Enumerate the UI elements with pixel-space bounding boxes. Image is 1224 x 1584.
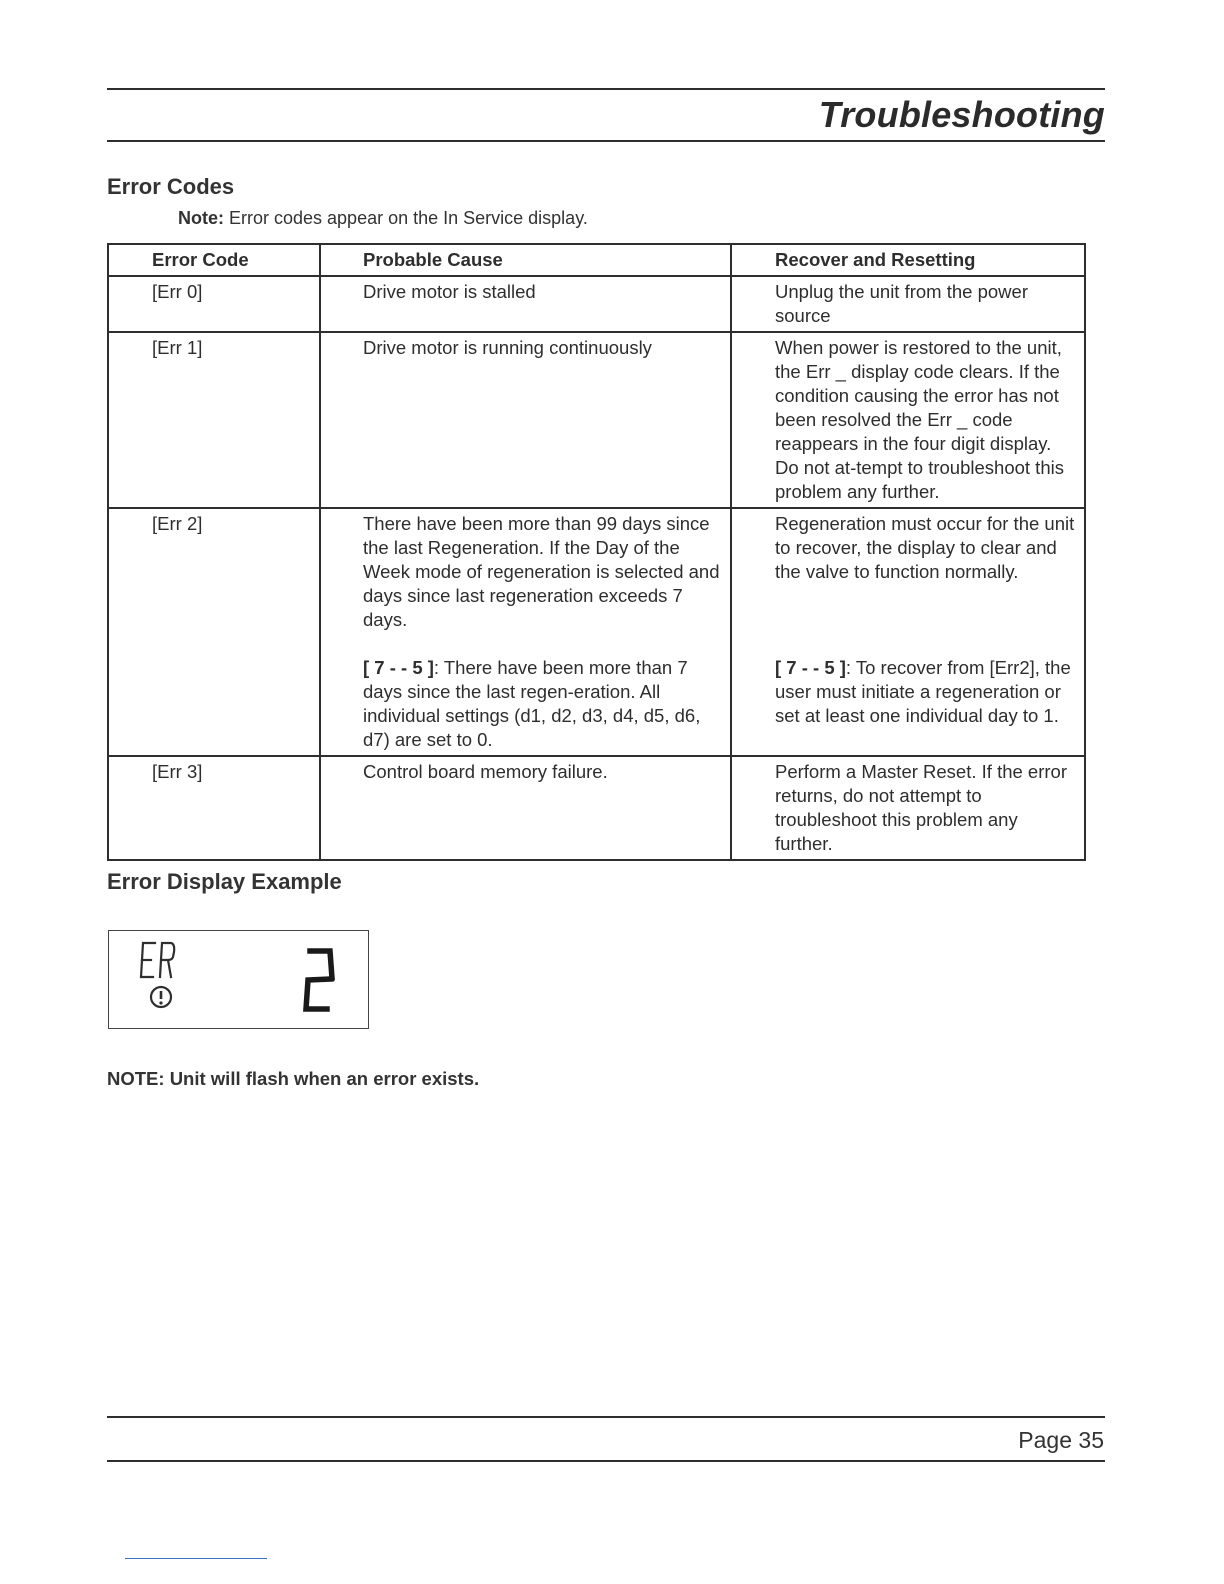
table-row: [108, 276, 1085, 332]
footer-rule-bottom: [107, 1460, 1105, 1462]
probable-cause-model-note: [363, 656, 722, 752]
probable-cause-cell: [320, 508, 731, 756]
error-code-cell: [Err 0]: [108, 276, 320, 332]
probable-cause-cell: Drive motor is stalled: [320, 276, 731, 332]
recover-cell: Perform a Master Reset. If the error returns, do not attempt to troubleshoot this problem any further.: [731, 756, 1085, 860]
table-row: [108, 756, 1085, 860]
link-underline: [125, 1558, 267, 1559]
lcd-display-example: [108, 930, 369, 1029]
note-text: Error codes appear on the In Service display.: [224, 208, 588, 228]
model-note-text: : There have been more than 7 days since the last regen-eration. All individual settings (d1, d2, d3, d4, d5, d6, d7) are set to 0.: [363, 657, 701, 750]
error-codes-table: [107, 243, 1086, 861]
header-rule-bottom: [107, 140, 1105, 142]
model-note-text: : To recover from [Err2], the user must initiate a regeneration or set at least one individual day to 1.: [775, 657, 1071, 726]
page-title: Troubleshooting: [818, 94, 1105, 135]
recover-cell: [731, 508, 1085, 756]
alert-circle-icon: [151, 987, 171, 1007]
lcd-text-value: [368, 931, 369, 932]
footer-rule-top: [107, 1416, 1105, 1418]
probable-cause-cell: Control board memory failure.: [320, 756, 731, 860]
error-codes-heading: Error Codes: [107, 174, 235, 199]
column-header-error-code: Error Code: [108, 244, 320, 276]
lcd-digit-2: [306, 951, 332, 1009]
lcd-segment-graphic: [109, 931, 368, 1028]
model-tag: [ 7 - - 5 ]: [775, 657, 846, 678]
error-display-example-heading: Error Display Example: [107, 869, 342, 894]
error-code-cell: [Err 1]: [108, 332, 320, 508]
table-header-row: [108, 244, 1085, 276]
error-code-cell: [Err 2]: [108, 508, 320, 756]
probable-cause-text: There have been more than 99 days since the last Regeneration. If the Day of the Week mode of regeneration is selected and days since last regeneration exceeds 7 days.: [363, 513, 720, 630]
table-row: [108, 332, 1085, 508]
lcd-digit-value: [368, 931, 369, 932]
table-row: [108, 508, 1085, 756]
error-codes-note: [178, 208, 588, 229]
model-tag: [ 7 - - 5 ]: [363, 657, 434, 678]
flash-note: NOTE: Unit will flash when an error exists.: [107, 1068, 480, 1089]
recover-cell: Unplug the unit from the power source: [731, 276, 1085, 332]
page-number: Page 35: [1018, 1427, 1104, 1453]
error-code-cell: [Err 3]: [108, 756, 320, 860]
column-header-recover: Recover and Resetting: [731, 244, 1085, 276]
lcd-text-er: [141, 943, 174, 977]
recover-text: Regeneration must occur for the unit to recover, the display to clear and the valve to function normally.: [775, 513, 1075, 582]
recover-cell: When power is restored to the unit, the Err _ display code clears. If the condition causing the error has not been resolved the Err _ code reappears in the four digit display. Do not at-tempt to troubleshoot this problem any further.: [731, 332, 1085, 508]
probable-cause-cell: Drive motor is running continuously: [320, 332, 731, 508]
recover-model-note: [775, 656, 1076, 728]
note-label: Note:: [178, 208, 224, 228]
column-header-probable-cause: Probable Cause: [320, 244, 731, 276]
header-rule-top: [107, 88, 1105, 90]
